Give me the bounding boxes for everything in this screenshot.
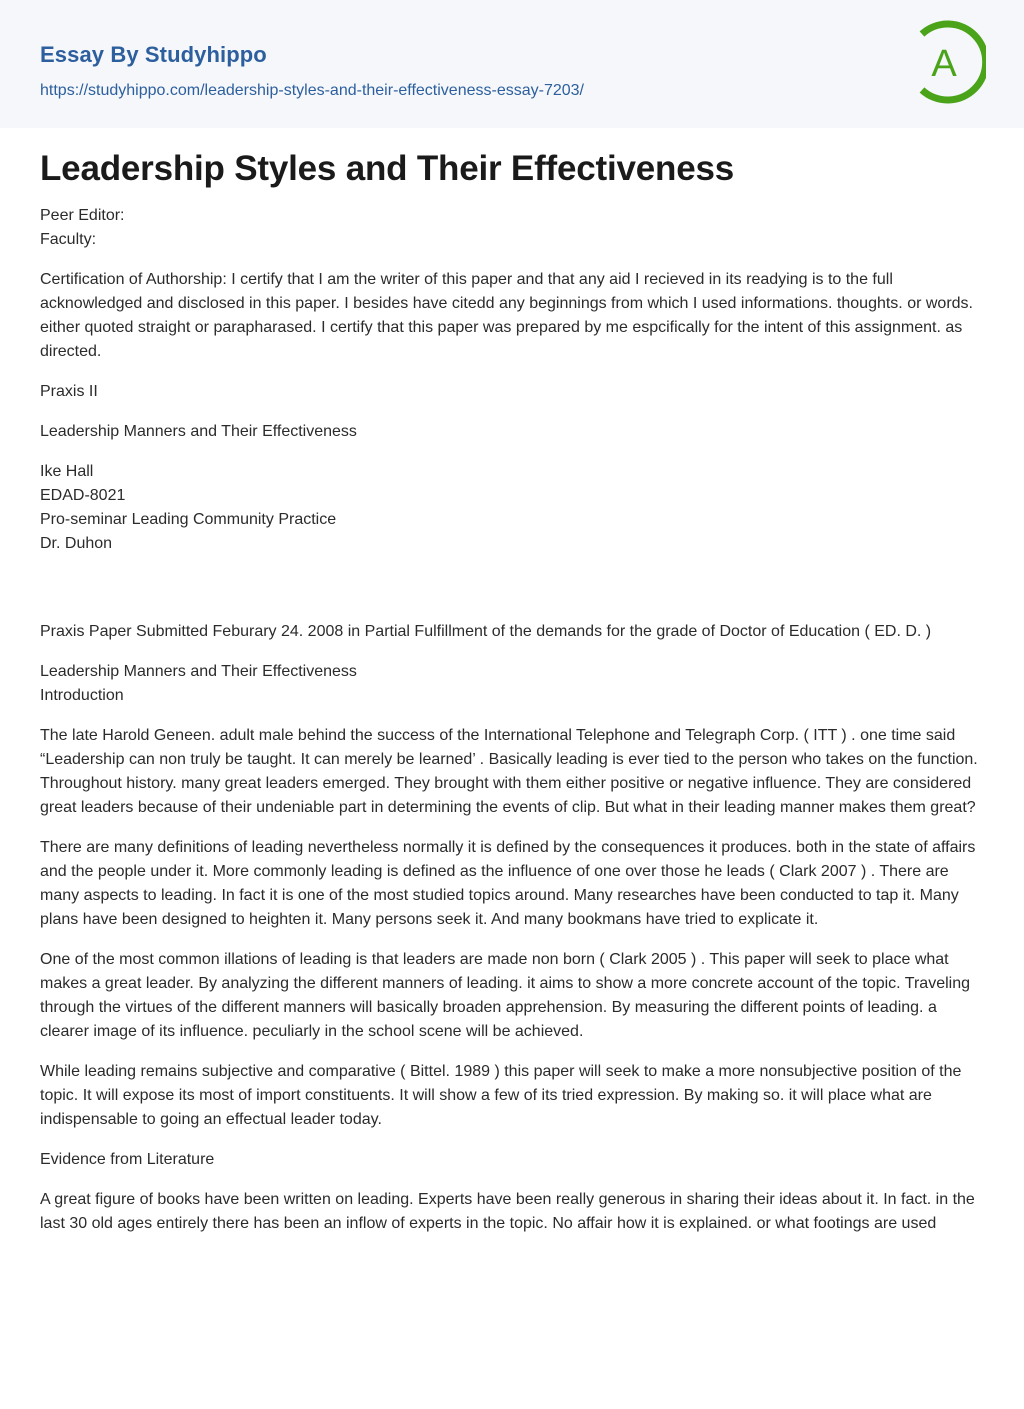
body-paragraph: There are many definitions of leading nevertheless normally it is defined by the consequences it produces. both in the state of affairs and the people under it. More commonly leading is defined as the influence of one over those he leads ( Clark 2007 ) . There are many aspects to leading. In fact it is one of the most studied topics around. Many researches have been conducted to tap it. Many plans have been designed to heighten it. Many persons seek it. And many bookmans have tried to explicate it.: [40, 839, 976, 928]
brand-title[interactable]: Essay By Studyhippo: [40, 42, 267, 67]
editor-faculty-block: [40, 204, 984, 252]
author-block: [40, 460, 984, 556]
course-name: Pro-seminar Leading Community Practice: [40, 511, 337, 528]
essay-content: [0, 128, 1024, 1236]
evidence-paragraph: A great figure of books have been written on leading. Experts have been really generous in sharing their ideas about it. In fact. in the last 30 old ages entirely there has been an inflow of experts in the topic. No affair how it is explained. or what footings are used: [40, 1191, 975, 1232]
spacer: [40, 572, 984, 620]
intro-heading-block: [40, 660, 984, 708]
essay-url-link[interactable]: https://studyhippo.com/leadership-styles-and-their-effectiveness-essay-7203/: [40, 82, 584, 99]
author-name: Ike Hall: [40, 463, 94, 480]
section-title: Leadership Manners and Their Effectiveness: [40, 663, 357, 680]
body-paragraph: One of the most common illations of leading is that leaders are made non born ( Clark 2005 ) . This paper will seek to place what makes a great leader. By analyzing the different manners of leading. it aims to show a more concrete account of the topic. Traveling through the virtues of the different manners will basically broaden apprehension. By measuring the different points of leading. a clearer image of its influence. peculiarly in the school scene will be achieved.: [40, 951, 970, 1040]
course-code: EDAD-8021: [40, 487, 126, 504]
faculty-label: Faculty:: [40, 231, 97, 248]
body-paragraph: The late Harold Geneen. adult male behind the success of the International Telephone and Telegraph Corp. ( ITT ) . one time said “Leadership can non truly be taught. It can merely be learned’ . Basically leading is ever tied to the person who takes on the function. Throughout history. many great leaders emerged. They brought with them either positive or negative influence. They are considered great leaders because of their undeniable part in determining the events of clip. But what in their leading manner makes them great?: [40, 727, 978, 816]
certification-paragraph: Certification of Authorship: I certify that I am the writer of this paper and that any aid I recieved in its readying is to the full acknowledged and disclosed in this paper. I besides have citedd any beginnings from which I used informations. thoughts. or words. either quoted straight or parapharased. I certify that this paper was prepared by me espcifically for the intent of this assignment. as directed.: [40, 271, 973, 360]
body-paragraph: While leading remains subjective and comparative ( Bittel. 1989 ) this paper will seek to make a more nonsubjective position of the topic. It will expose its most of import constituents. It will show a few of its tried expression. By making so. it will place what are indispensable to going an effectual leader today.: [40, 1063, 962, 1128]
praxis-label: Praxis II: [40, 383, 98, 400]
site-header: [0, 0, 1024, 128]
page-title: Leadership Styles and Their Effectiveness: [40, 149, 735, 188]
instructor-name: Dr. Duhon: [40, 535, 113, 552]
introduction-heading: Introduction: [40, 687, 124, 704]
evidence-heading: Evidence from Literature: [40, 1151, 215, 1168]
circle-a-logo-icon[interactable]: [914, 18, 986, 106]
submission-statement: Praxis Paper Submitted Feburary 24. 2008 in Partial Fulfillment of the demands for the grade of Doctor of Education ( ED. D. ): [40, 623, 932, 640]
peer-editor-label: Peer Editor:: [40, 207, 125, 224]
document-subtitle: Leadership Manners and Their Effectiveness: [40, 423, 357, 440]
logo-letter: A: [931, 43, 957, 85]
